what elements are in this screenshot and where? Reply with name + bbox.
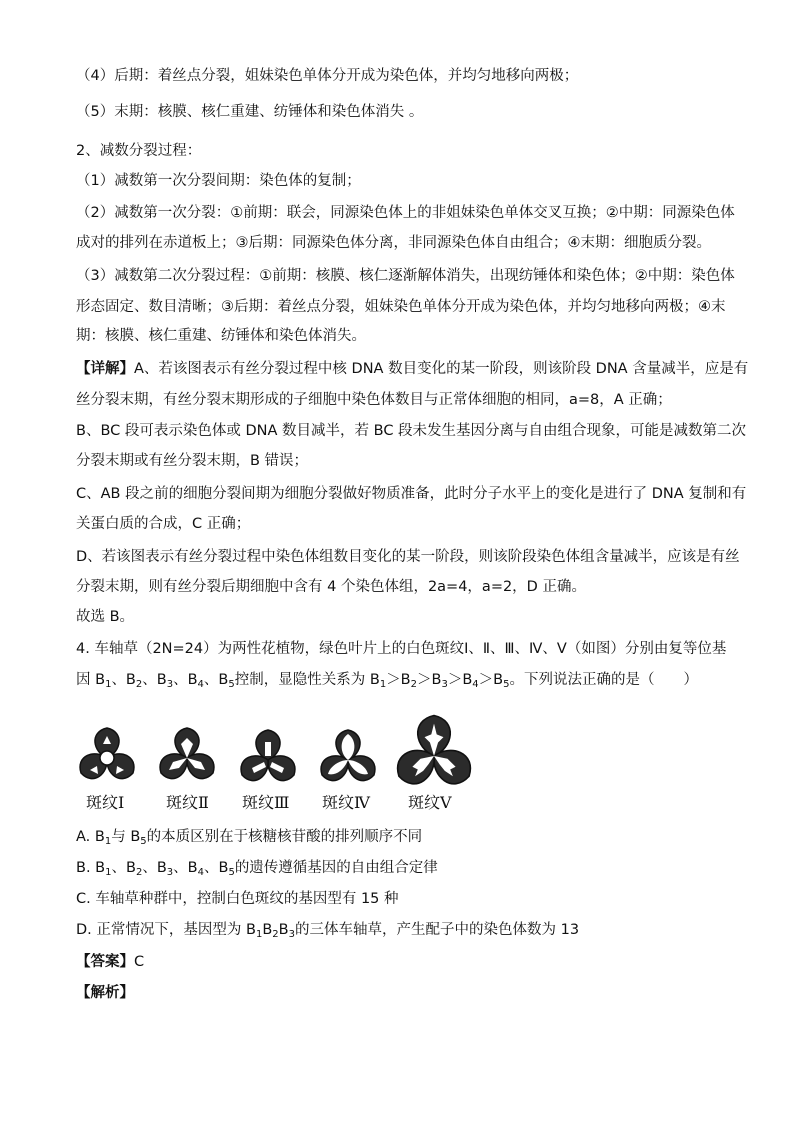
leaf-pattern-3: [236, 730, 300, 785]
figure-caption-2: 斑纹Ⅱ: [166, 793, 209, 812]
leaf-pattern-2: [155, 728, 219, 783]
text-line: 成对的排列在赤道板上；③后期：同源染色体分离，非同源染色体自由组合；④末期：细胞质分裂。: [76, 235, 711, 251]
text-line: 丝分裂末期，有丝分裂末期形成的子细胞中染色体数目与正常体细胞的相同，a=8，A 正确；: [76, 392, 672, 408]
text-line: 关蛋白质的合成，C 正确；: [76, 516, 251, 532]
text-line: D、若该图表示有丝分裂过程中染色体组数目变化的某一阶段，则该阶段染色体组含量减半，应该是有丝: [76, 549, 740, 565]
text-line: （2）减数第一次分裂：①前期：联会，同源染色体上的非姐妹染色单体交叉互换；②中期：同源染色体: [76, 205, 735, 221]
text-line: 分裂末期或有丝分裂末期，B 错误；: [76, 453, 309, 469]
text-line: （5）末期：核膜、核仁重建、纺锤体和染色体消失 。: [76, 104, 424, 120]
text-line: （1）减数第一次分裂间期：染色体的复制；: [76, 173, 361, 189]
analysis-tag: 【解析】: [76, 985, 134, 1001]
text-line: 2、减数分裂过程：: [76, 143, 202, 159]
answer-value: C: [134, 954, 145, 970]
leaf-pattern-4: [316, 730, 380, 785]
figure-caption-5: 斑纹Ⅴ: [408, 793, 452, 812]
figure-caption-3: 斑纹Ⅲ: [242, 793, 290, 812]
answer-tag: 【答案】: [76, 954, 134, 970]
leaf-pattern-1: [75, 728, 139, 783]
text-line: 分裂末期，则有丝分裂后期细胞中含有 4 个染色体组，2a=4，a=2，D 正确。: [76, 579, 586, 595]
text-line: （3）减数第二次分裂过程：①前期：核膜、核仁逐渐解体消失，出现纺锤体和染色体；②中期：染色体: [76, 268, 735, 284]
text-line: （4）后期：着丝点分裂，姐妹染色单体分开成为染色体，并均匀地移向两极；: [76, 68, 579, 84]
text-line: 故选 B。: [76, 609, 135, 625]
text-line: C、AB 段之前的细胞分裂间期为细胞分裂做好物质准备，此时分子水平上的变化是进行了 DNA 复制和有: [76, 486, 747, 502]
section-tag-detail: 【详解】: [76, 361, 134, 377]
question-4-stem-2: 因 $B_1$、$B_2$、$B_3$、$B_4$、$B_5$控制，显隐性关系为 $B_1>B_2>B_3>B_4>B_5$。下列说法正确的是（ ）: [76, 672, 698, 690]
text-line: B、BC 段可表示染色体或 DNA 数目减半，若 BC 段未发生基因分离与自由组合现象，可能是减数第二次: [76, 423, 747, 439]
figure-caption-1: 斑纹Ⅰ: [86, 793, 125, 812]
answer-line: [76, 952, 144, 972]
option-c: C. 车轴草种群中，控制白色斑纹的基因型有 15 种: [76, 891, 399, 907]
leaf-pattern-5: [391, 716, 477, 791]
option-b: B. $B_1$、$B_2$、$B_3$、$B_4$、$B_5$的遗传遵循基因的自由组合定律: [76, 860, 438, 878]
option-a: A. $B_1$与 $B_5$的本质区别在于核糖核苷酸的排列顺序不同: [76, 829, 423, 847]
option-d: D. 正常情况下，基因型为 $B_1B_2B_3$的三体车轴草，产生配子中的染色体数为 13: [76, 922, 580, 940]
text-line: 【详解】A、若该图表示有丝分裂过程中核 DNA 数目变化的某一阶段，则该阶段 DNA 含量减半，应是有: [76, 361, 749, 377]
question-4-stem: 4. 车轴草（2N=24）为两性花植物，绿色叶片上的白色斑纹Ⅰ、Ⅱ、Ⅲ、Ⅳ、Ⅴ（如图）分别由复等位基: [76, 641, 727, 657]
text-line: 期：核膜、核仁重建、纺锤体和染色体消失。: [76, 328, 366, 344]
text-line: 形态固定、数目清晰；③后期：着丝点分裂，姐妹染色单体分开成为染色体，并均匀地移向两极；④末: [76, 299, 726, 315]
figure-caption-4: 斑纹Ⅳ: [322, 793, 370, 812]
